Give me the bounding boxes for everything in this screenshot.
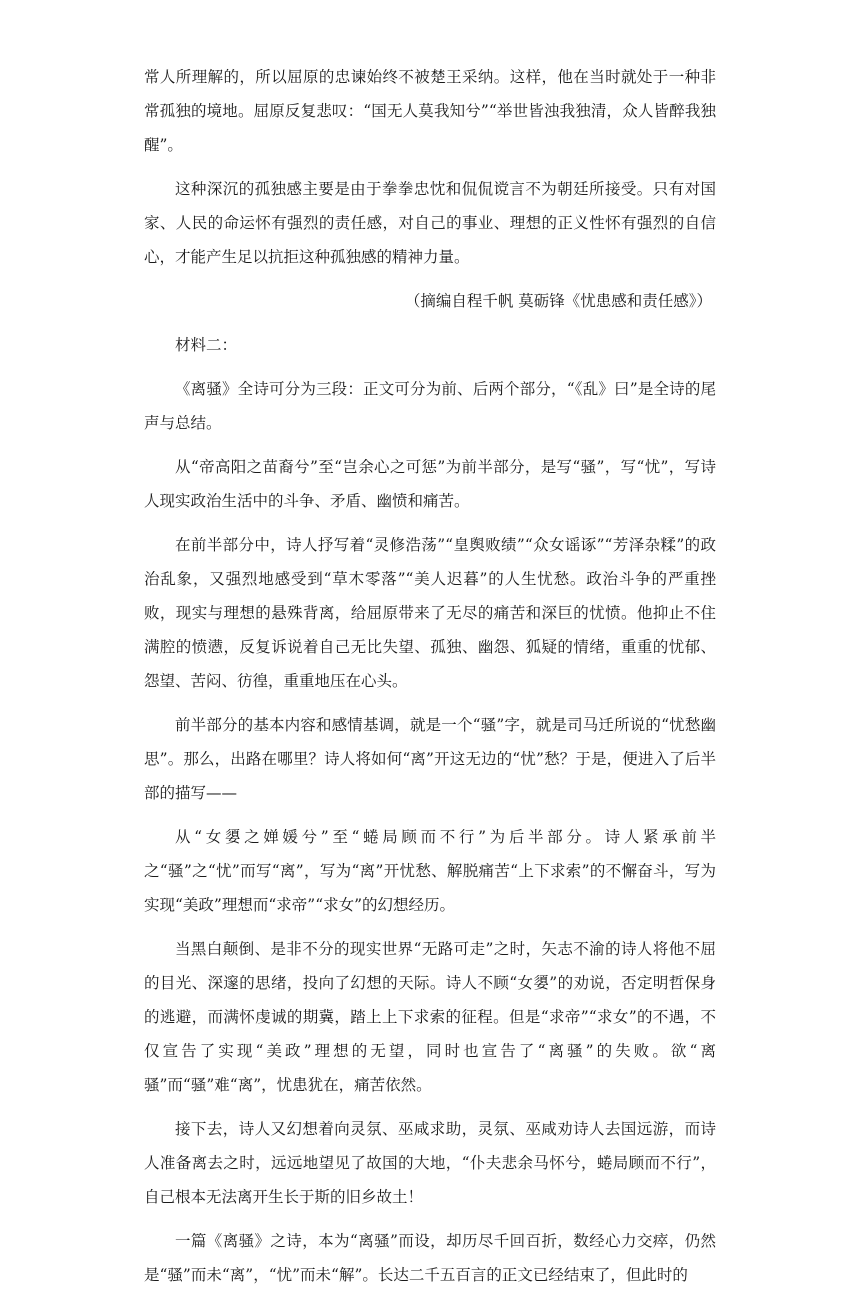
paragraph-first-half-detail: 在前半部分中，诗人抒写着“灵修浩荡”“皇舆败绩”“众女谣诼”“芳泽杂糅”的政治乱象，又强烈地感受到“草木零落”“美人迟暮”的人生忧愁。政治斗争的严重挫败，现实与理想的悬殊背离，给屈原带来了无尽的痛苦和深巨的忧愤。他抑止不住满腔的愤懑，反复诉说着自己无比失望、孤独、幽怨、狐疑的情绪，重重的忧郁、怨望、苦闷、彷徨，重重地压在心头。 [144, 536, 716, 690]
paragraph-conclusion: 一篇《离骚》之诗，本为“离骚”而设，却历尽千回百折，数经心力交瘁，仍然是“骚”而未“离”，“忧”而未“解”。长达二千五百言的正文已经结束了，但此时的 [144, 1232, 716, 1284]
source-citation: （摘编自程千帆 莫砺锋《忧患感和责任感》） [404, 292, 712, 310]
paragraph-fantasy: 当黑白颠倒、是非不分的现实世界“无路可走”之时，矢志不渝的诗人将他不屈的目光、深邃的思绪，投向了幻想的天际。诗人不顾“女嬃”的劝说，否定明哲保身的逃避，而满怀虔诚的期冀，踏上上下求索的征程。但是“求帝”“求女”的不遇，不仅宣告了实现“美政”理想的无望，同时也宣告了“离骚”的失败。欲“离骚”而“骚”难“离”，忧患犹在，痛苦依然。 [144, 940, 716, 1094]
paragraph-basic-tone: 前半部分的基本内容和感情基调，就是一个“骚”字，就是司马迁所说的“忧愁幽思”。那么，出路在哪里？诗人将如何“离”开这无边的“忧”愁？于是，便进入了后半部的描写—— [144, 716, 716, 802]
material-two-label: 材料二： [175, 336, 238, 354]
paragraph-structure: 《离骚》全诗可分为三段：正文可分为前、后两个部分，“《乱》曰”是全诗的尾声与总结。 [144, 380, 716, 432]
paragraph-second-half: 从“女嬃之婵媛兮”至“蜷局顾而不行”为后半部分。诗人紧承前半之“骚”之“忧”而写“离”，写为“离”开忧愁、解脱痛苦“上下求索”的不懈奋斗，写为实现“美政”理想而“求帝”“求女”的幻想经历。 [144, 828, 716, 914]
paragraph-first-half: 从“帝高阳之苗裔兮”至“岂余心之可惩”为前半部分，是写“骚”，写“忧”，写诗人现实政治生活中的斗争、矛盾、幽愤和痛苦。 [144, 458, 716, 510]
document-page [144, 60, 716, 1302]
paragraph-continuation: 常人所理解的，所以屈原的忠谏始终不被楚王采纳。这样，他在当时就处于一种非常孤独的境地。屈原反复悲叹：“国无人莫我知兮”“举世皆浊我独清，众人皆醉我独醒”。 [144, 68, 716, 154]
paragraph-homeland: 接下去，诗人又幻想着向灵氛、巫咸求助，灵氛、巫咸劝诗人去国远游，而诗人准备离去之时，远远地望见了故国的大地，“仆夫悲余马怀兮，蜷局顾而不行”，自己根本无法离开生长于斯的旧乡故土！ [144, 1120, 716, 1206]
paragraph-loneliness: 这种深沉的孤独感主要是由于拳拳忠忱和侃侃谠言不为朝廷所接受。只有对国家、人民的命运怀有强烈的责任感，对自己的事业、理想的正义性怀有强烈的自信心，才能产生足以抗拒这种孤独感的精神力量。 [144, 180, 716, 266]
